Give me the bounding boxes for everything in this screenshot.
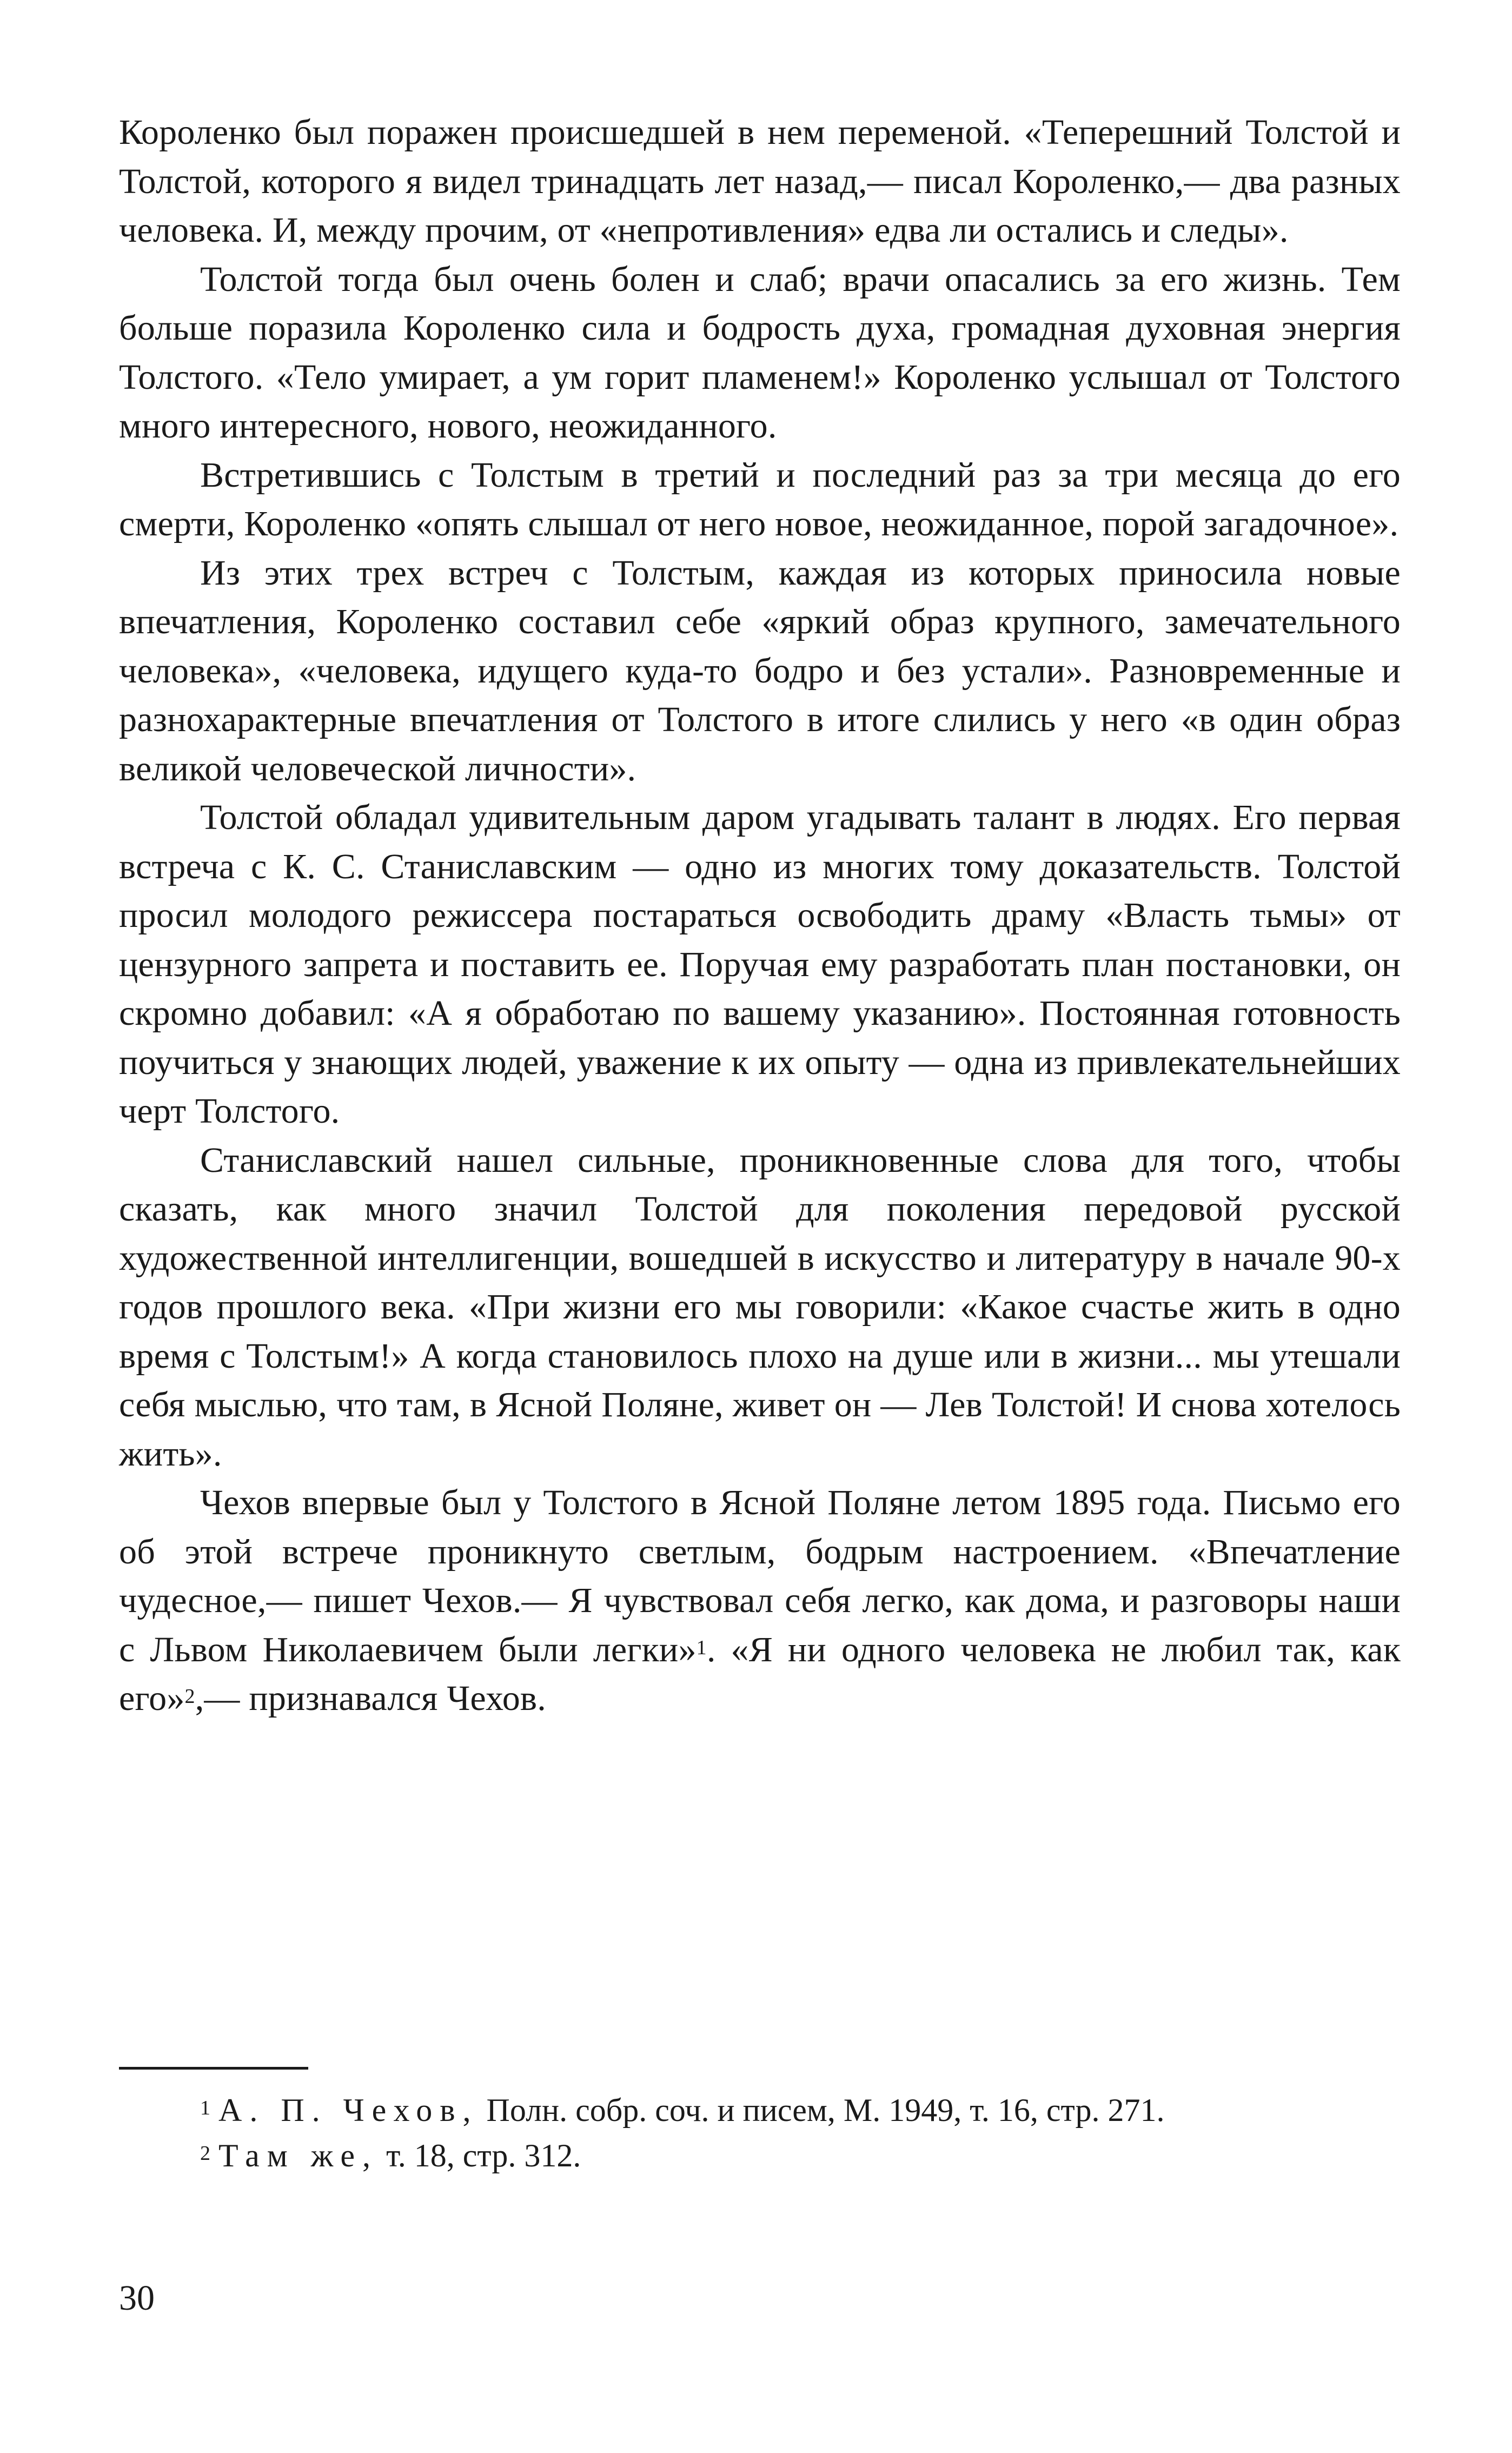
paragraph-4: Из этих трех встреч с Толстым, каждая из которых приносила новые впечатления, Короленко составил себе «яркий образ крупного, замечательного человека», «человека, идущего куда-то бодро и без устали». Разновременные и разнохарактерные впечатления от Толстого в итоге слились у него «в один образ великой человеческой личности». [119, 553, 1401, 788]
paragraph-7-part-3: ,— признавался Чехов. [195, 1679, 546, 1718]
paragraph-7-part-2: . «Я ни одного человека не любил так, как его» [119, 1629, 1401, 1718]
footnote-2-text: т. 18, стр. 312. [386, 2138, 581, 2173]
footnote-ref-1: 1 [696, 1636, 707, 1659]
footnote-ref-2: 2 [184, 1685, 195, 1708]
footnote-2 [119, 2133, 1401, 2178]
footnote-divider [119, 2067, 308, 2070]
paragraph-1: Короленко был поражен происшедшей в нем переменой. «Теперешний Толстой и Толстой, которого я видел тринадцать лет назад,— писал Короленко,— два разных человека. И, между прочим, от «непротивления» едва ли остались и следы». [119, 112, 1401, 250]
footnote-1-author: А. П. Чехов, [218, 2092, 479, 2128]
footnote-1 [119, 2087, 1401, 2133]
paragraph-2: Толстой тогда был очень болен и слаб; врачи опасались за его жизнь. Тем больше поразила Короленко сила и бодрость духа, громадная духовная энергия Толстого. «Тело умирает, а ум горит пламенем!» Короленко услышал от Толстого много интересного, нового, неожиданного. [119, 259, 1401, 446]
paragraph-5: Толстой обладал удивительным даром угадывать талант в людях. Его первая встреча с К. С. Станиславским — одно из многих тому доказательств. Толстой просил молодого режиссера постараться освободить драму «Власть тьмы» от цензурного запрета и поставить ее. Поручая ему разработать план постановки, он скромно добавил: «А я обработаю по вашему указанию». Постоянная готовность поучиться у знающих людей, уважение к их опыту — одна из привлекательнейших черт Толстого. [119, 798, 1401, 1131]
paragraph-3: Встретившись с Толстым в третий и последний раз за три месяца до его смерти, Короленко «опять слышал от него новое, неожиданное, порой загадочное». [119, 455, 1401, 543]
footnote-1-text: Полн. собр. соч. и писем, М. 1949, т. 16, стр. 271. [486, 2092, 1165, 2128]
page-body [119, 108, 1401, 1723]
footnotes [119, 2087, 1401, 2178]
page-number: 30 [119, 2278, 155, 2318]
paragraph-6: Станиславский нашел сильные, проникновенные слова для того, чтобы сказать, как много значил Толстой для поколения передовой русской художественной интеллигенции, вошедшей в искусство и литературу в начале 90-х годов прошлого века. «При жизни его мы говорили: «Какое счастье жить в одно время с Толстым!» А когда становилось плохо на душе или в жизни... мы утешали себя мыслью, что там, в Ясной Поляне, живет он — Лев Толстой! И снова хотелось жить». [119, 1140, 1401, 1474]
footnote-2-author: Там же, [218, 2138, 379, 2173]
footnote-2-mark: 2 [200, 2142, 210, 2165]
footnote-1-mark: 1 [200, 2097, 210, 2119]
paragraph-7 [119, 1479, 1401, 1723]
paragraph-7-part-1: Чехов впервые был у Толстого в Ясной Поляне летом 1895 года. Письмо его об этой встрече проникнуто светлым, бодрым настроением. «Впечатление чудесное,— пишет Чехов.— Я чувствовал себя легко, как дома, и разговоры наши с Львом Николаевичем были легки» [119, 1483, 1401, 1669]
